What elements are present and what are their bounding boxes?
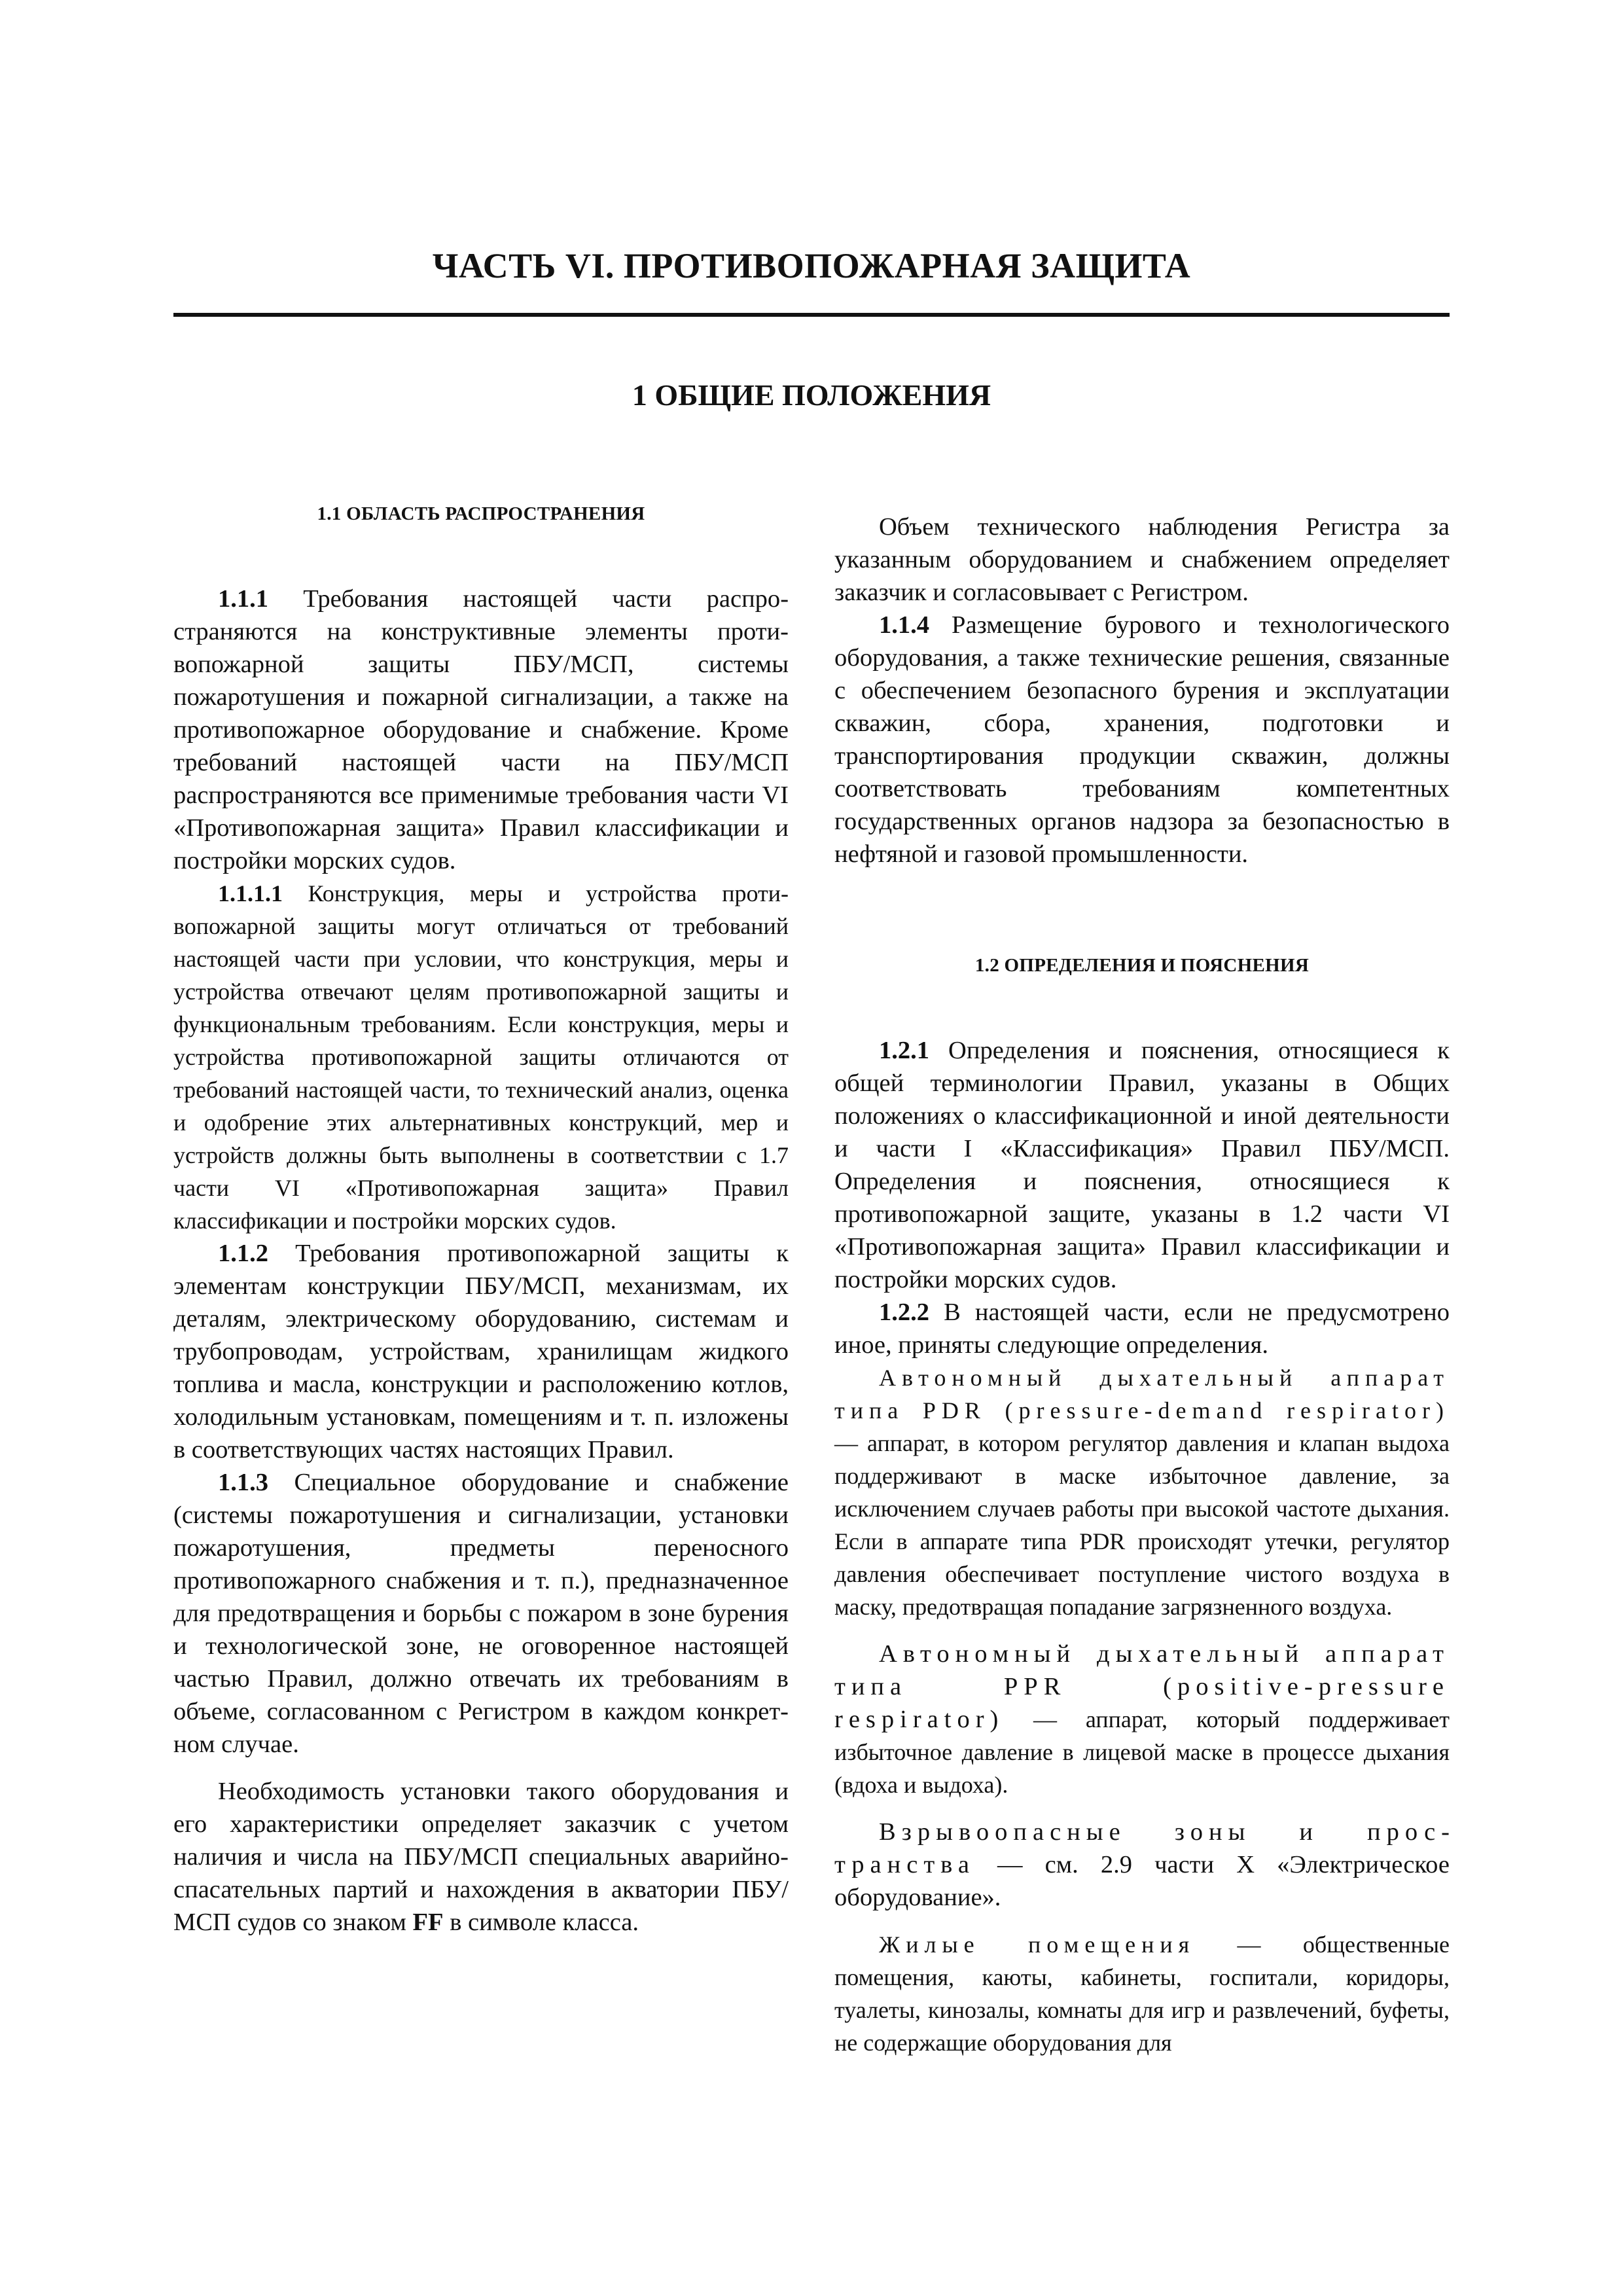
definition-accommodation: [834, 1928, 1450, 2059]
paragraph-necessity: [173, 1775, 789, 1939]
definition-text: — общественные помещения, каюты, кабинеты, госпитали, коридоры, туалеты, кинозалы, комнаты для игр и развлечений, буфеты, не содержащие оборудования для: [834, 1931, 1450, 2056]
clause-text: Требования настоящей части распространяются на конструктивные элементы противопожарной защиты ПБУ/МСП, системы пожаротушения и пожарной сигнализации, а также на противопожарное оборудование и снабжение. Кроме требований настоящей части на ПБУ/МСП распространяются все применимые требования части VI «Противопожарная защита» Правил классификации и постройки морских судов.: [173, 585, 789, 874]
definition-text: — см. 2.9 части X «Электрическое оборудование».: [834, 1851, 1450, 1911]
clause-text: В настоящей части, если не предусмотрено иное, приняты следующие определения.: [834, 1299, 1450, 1359]
paragraph-supervision: Объем технического наблюдения Регистра за указанным оборудованием и снабжением определяет заказчик и согласовывает с Регистром.: [834, 513, 1450, 606]
subheading-1-2: 1.2 ОПРЕДЕЛЕНИЯ И ПОЯСНЕНИЯ: [974, 955, 1310, 976]
definition-text: — аппарат, который поддерживает избыточное давление в лицевой маске в процессе дыхания (вдоха и выдоха).: [834, 1706, 1450, 1798]
definition-term: Взрывоопасные зоны и пространства: [834, 1818, 1450, 1878]
clause-text: Специальное оборудование и снабжение (системы пожаротушения и сигнализации, установки пожаротушения, предметы переносного противопожарного снабжения и т. п.), предназначенное для предотвращения и борьбы с пожаром в зоне бурения и технологической зоне, не оговоренное настоящей частью Правил, должно отвечать их требованиям в объеме, согласованном с Регистром в каждом конкретном случае.: [173, 1469, 789, 1758]
definition-term: Автономный дыхательный аппарат типа PPR (positive-pressure respirator): [834, 1640, 1450, 1733]
clause-number: 1.1.2: [218, 1240, 268, 1267]
left-column: [173, 497, 789, 1939]
clause-text: Размещение бурового и технологического оборудования, а также технические решения, связанные с обеспечением безопасного бурения и эксплуатации скважин, сбора, хранения, подготовки и транспортирования продукции скважин, должны соответствовать требованиям компетентных государственных органов надзора за безопасностью в нефтяной и газовой промышленности.: [834, 611, 1450, 868]
clause-number: 1.1.4: [879, 611, 929, 639]
definition-term: Жилые помещения: [879, 1931, 1196, 1958]
clause-number: 1.1.1: [218, 585, 268, 613]
paragraph-1-1-2: [173, 1237, 789, 1466]
paragraph-text: Необходимость установки такого оборудования и его характеристики определяет заказчик с учетом наличия и числа на ПБУ/МСП специальных аварийно-спасательных партий и нахождения в акватории ПБУ/МСП судов со знаком: [173, 1778, 789, 1936]
clause-text: Определения и пояснения, относящиеся к общей терминологии Правил, указаны в Общих положениях о классификационной и иной деятельности и части I «Классификация» Правил ПБУ/МСП. Определения и пояснения, относящиеся к противопожарной защите, указаны в 1.2 части VI «Противопожарная защита» Правил классификации и постройки морских судов.: [834, 1037, 1450, 1293]
definition-hazardous-zones: [834, 1816, 1450, 1914]
paragraph-1-1-1: [173, 583, 789, 877]
class-symbol: FF: [412, 1909, 444, 1936]
part-title: ЧАСТЬ VI. ПРОТИВОПОЖАРНАЯ ЗАЩИТА: [432, 246, 1191, 285]
clause-number: 1.1.3: [218, 1469, 268, 1496]
clause-number: 1.1.1.1: [218, 880, 283, 906]
paragraph-1-2-1: [834, 1034, 1450, 1296]
subheading-1-1: 1.1 ОБЛАСТЬ РАСПРОСТРАНЕНИЯ: [317, 503, 645, 524]
clause-number: 1.2.2: [879, 1299, 929, 1326]
paragraph-1-1-1-1: [173, 877, 789, 1237]
section-title: 1 ОБЩИЕ ПОЛОЖЕНИЯ: [632, 378, 991, 412]
paragraph-1-1-4: [834, 609, 1450, 870]
definition-text: — аппарат, в котором регулятор давления и клапан выдоха поддерживают в маске избыточное давление, за исключением случаев работы при высокой частоте дыхания. Если в аппарате типа PDR происходят утечки, регулятор давления обеспечивает поступление чистого воздуха в маску, предотвращая попадание загрязненного воздуха.: [834, 1430, 1450, 1620]
clause-number: 1.2.1: [879, 1037, 929, 1064]
paragraph-1-1-3: [173, 1466, 789, 1761]
definition-pdr: [834, 1361, 1450, 1623]
title-rule: [173, 313, 1450, 317]
right-column: [834, 511, 1450, 2059]
clause-text: Требования противопожарной защиты к элементам конструкции ПБУ/МСП, механизмам, их деталям, электрическому оборудованию, системам и трубопроводам, устройствам, хранилищам жидкого топлива и масла, конструкции и расположению котлов, холодильным установкам, помещениям и т. п. изложены в соответствующих частях настоящих Правил.: [173, 1240, 789, 1463]
clause-text: Конструкция, меры и устройства противопожарной защиты могут отличаться от требований настоящей части при условии, что конструкция, меры и устройства отвечают целям противопожарной защиты и функциональным требованиям. Если конструкция, меры и устройства противопожарной защиты отличаются от требований настоящей части, то технический анализ, оценка и одобрение этих альтернативных конструкций, мер и устройств должны быть выполнены в соответствии с 1.7 части VI «Противопожарная защита» Правил классификации и постройки морских судов.: [173, 880, 789, 1234]
paragraph-text-end: в символе класса.: [450, 1909, 639, 1936]
definition-ppr: [834, 1638, 1450, 1801]
paragraph-1-2-2: [834, 1296, 1450, 1361]
definition-term: Автономный дыхательный аппарат типа PDR (pressure-demand respirator): [834, 1365, 1450, 1424]
